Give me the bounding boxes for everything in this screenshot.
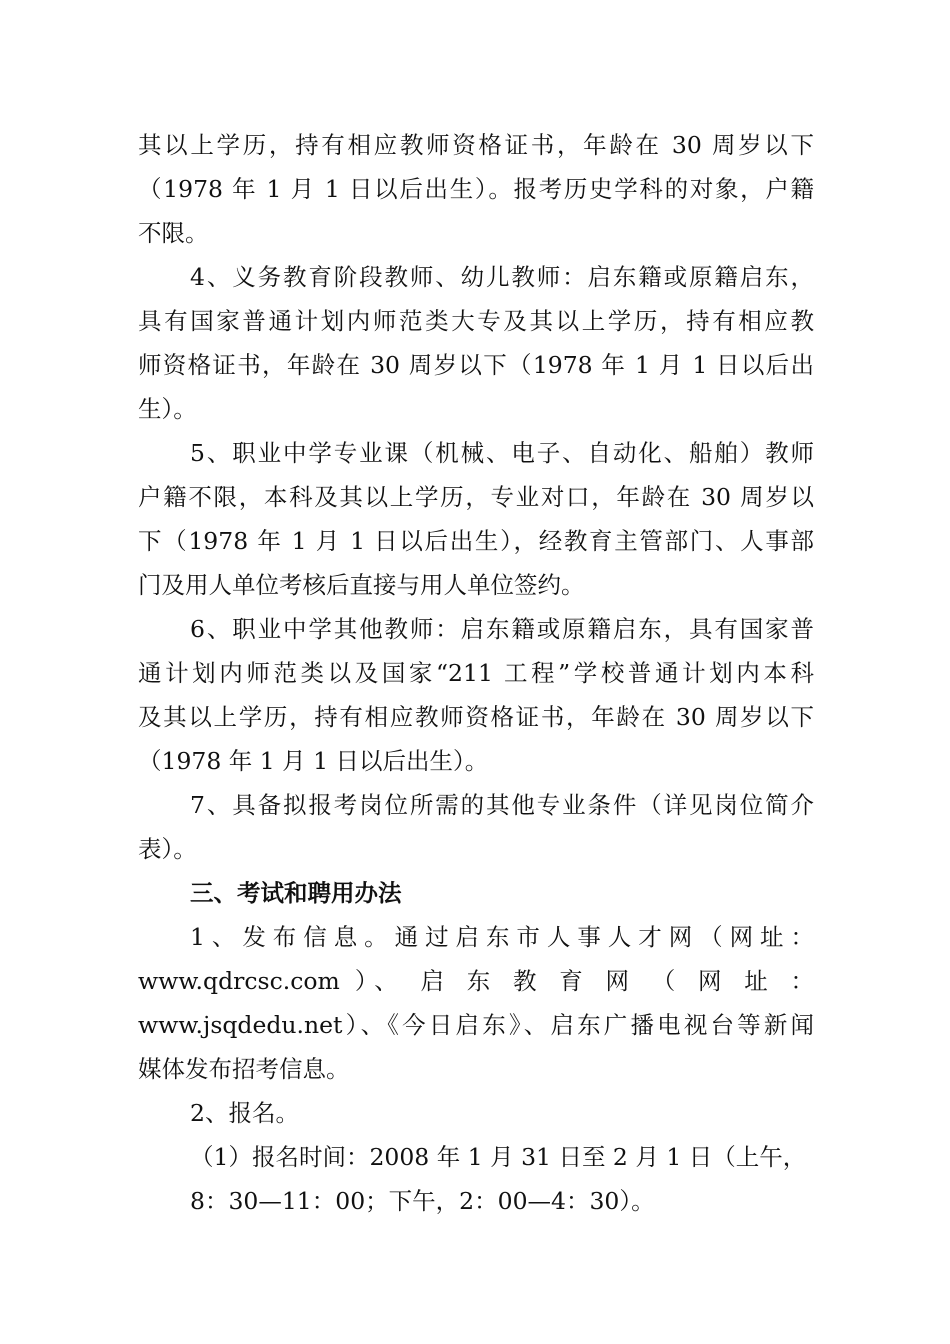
text-line: 师资格证书，年龄在 30 周岁以下（1978 年 1 月 1 日以后出	[138, 351, 814, 379]
text-line: 具有国家普通计划内师范类大专及其以上学历，持有相应教	[138, 307, 814, 335]
text-line: 不限。	[138, 219, 209, 247]
text-line: 表）。	[138, 835, 197, 863]
text-line: 门及用人单位考核后直接与用人单位签约。	[138, 571, 585, 599]
text-line: （1978 年 1 月 1 日以后出生）。	[138, 747, 489, 775]
text-line: 媒体发布招考信息。	[138, 1055, 350, 1083]
text-line: 及其以上学历，持有相应教师资格证书，年龄在 30 周岁以下	[138, 703, 814, 731]
list-item-6: 6、职业中学其他教师：启东籍或原籍启东，具有国家普	[190, 615, 814, 643]
text-line: 下（1978 年 1 月 1 日以后出生），经教育主管部门、人事部	[138, 527, 814, 555]
sub-item-1: （1）报名时间：2008 年 1 月 31 日至 2 月 1 日（上午，	[190, 1143, 807, 1171]
list-item-1: 1、发布信息。通过启东市人事人才网（网址：	[190, 923, 814, 951]
text-line: 户籍不限，本科及其以上学历，专业对口，年龄在 30 周岁以	[138, 483, 814, 511]
text-line: 通计划内师范类以及国家“211 工程”学校普通计划内本科	[138, 659, 814, 687]
text-line: 8：30—11：00；下午，2：00—4：30）。	[190, 1187, 655, 1215]
text-line: （1978 年 1 月 1 日以后出生）。报考历史学科的对象，户籍	[138, 175, 814, 203]
text-line: www.jsqdedu.net）、《今日启东》、启东广播电视台等新闻	[138, 1011, 814, 1039]
list-item-4: 4、义务教育阶段教师、幼儿教师：启东籍或原籍启东，	[190, 263, 814, 291]
list-item-5: 5、职业中学专业课（机械、电子、自动化、船舶）教师	[190, 439, 814, 467]
text-line: www.qdrcsc.com ）、 启 东 教 育 网 （ 网 址 ：	[138, 967, 814, 995]
list-item-7: 7、具备拟报考岗位所需的其他专业条件（详见岗位简介	[190, 791, 814, 819]
text-line: 其以上学历，持有相应教师资格证书，年龄在 30 周岁以下	[138, 131, 814, 159]
section-heading: 三、考试和聘用办法	[190, 879, 402, 907]
list-item-2: 2、报名。	[190, 1099, 299, 1127]
text-line: 生）。	[138, 395, 197, 423]
